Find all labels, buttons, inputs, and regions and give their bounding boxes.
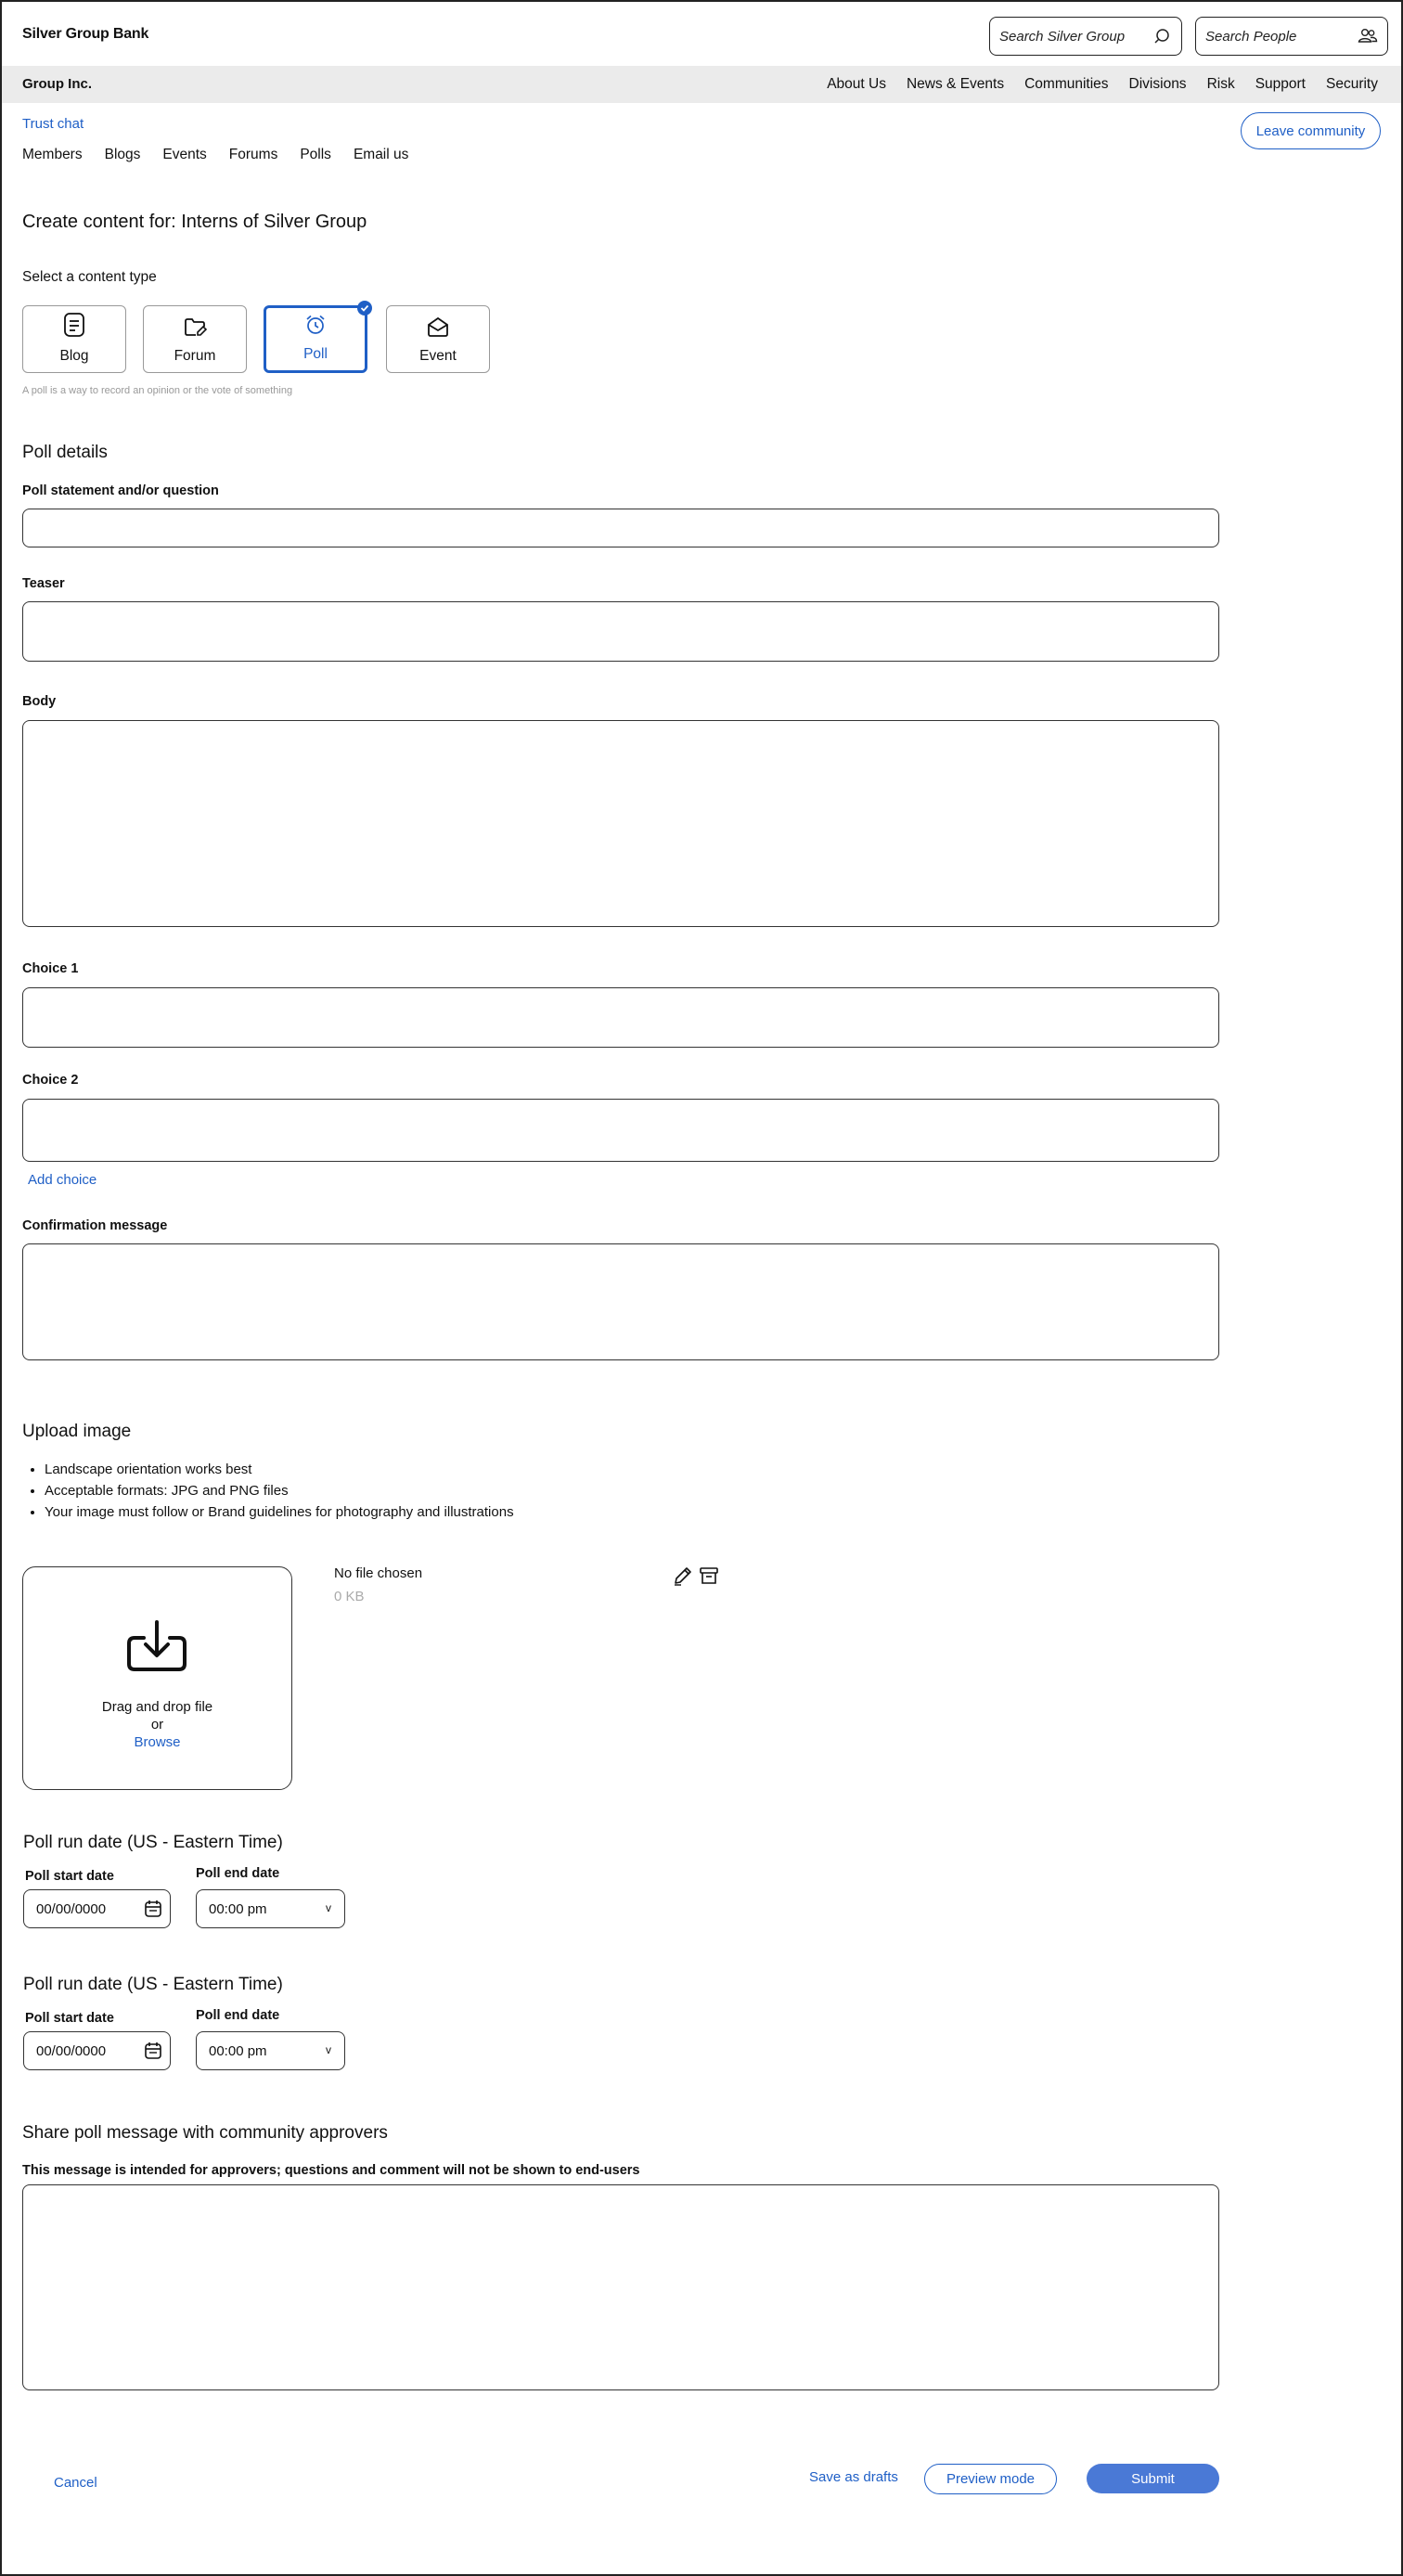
content-type-forum-label: Forum [174,348,216,364]
nav-links [806,76,1378,93]
subnav-members[interactable]: Members [22,147,83,162]
upload-image-title: Upload image [22,1422,132,1441]
image-dropzone[interactable] [22,1566,292,1790]
main-navbar [2,66,1401,103]
content-type-blog[interactable] [22,305,126,373]
brand-logo[interactable]: Silver Group Bank [22,26,149,42]
content-type-forum[interactable] [143,305,247,373]
poll-start-date-label: Poll start date [25,1869,114,1884]
content-type-poll[interactable] [264,305,367,373]
add-choice-link[interactable]: Add choice [28,1172,97,1188]
guideline-item: • Landscape orientation works best [45,1459,514,1480]
nav-security[interactable]: Security [1326,76,1378,92]
poll-end-date-label: Poll end date [196,2008,280,2023]
start-date-value: 00/00/0000 [36,1900,107,1917]
poll-run-date-title: Poll run date (US - Eastern Time) [23,1975,283,1994]
poll-end-date-label: Poll end date [196,1866,280,1881]
confirmation-message-textarea[interactable] [22,1243,1219,1360]
start-date-value: 00/00/0000 [36,2042,107,2059]
page-title: Create content for: Interns of Silver Group [22,212,367,232]
subnav-email-us[interactable]: Email us [353,147,409,162]
nav-about-us[interactable]: About Us [827,76,886,92]
content-type-blog-label: Blog [59,348,89,364]
share-approvers-title: Share poll message with community approvers [22,2123,388,2143]
end-time-value: 00:00 pm [209,1900,267,1917]
file-name: No file chosen [334,1565,423,1581]
poll-start-date-input[interactable] [23,2031,171,2070]
file-size: 0 KB [334,1589,365,1604]
nav-communities[interactable]: Communities [1024,76,1109,92]
alarm-clock-icon [304,314,327,341]
content-type-event-label: Event [419,348,457,364]
poll-start-date-input[interactable] [23,1889,171,1928]
submit-button[interactable]: Submit [1087,2464,1219,2493]
choice-2-input[interactable] [22,1099,1219,1162]
poll-details-title: Poll details [22,443,108,462]
leave-community-button[interactable]: Leave community [1241,112,1381,149]
subnav-polls[interactable]: Polls [300,147,331,162]
guideline-item: • Acceptable formats: JPG and PNG files [45,1480,514,1501]
preview-mode-button[interactable]: Preview mode [924,2464,1057,2494]
confirmation-message-label: Confirmation message [22,1218,168,1233]
dropzone-or-text: or [150,1717,164,1732]
chevron-down-icon: v [326,1901,331,1914]
content-type-poll-label: Poll [303,346,328,362]
save-drafts-button[interactable]: Save as drafts [809,2469,898,2485]
calendar-icon[interactable] [144,1900,162,1922]
teaser-input[interactable] [22,601,1219,662]
guideline-item: • Your image must follow or Brand guidelines for photography and illustrations [45,1501,514,1523]
people-search-input[interactable] [1195,17,1388,56]
upload-guidelines-list [32,1459,514,1523]
download-tray-icon [125,1619,188,1678]
folder-edit-icon [183,316,207,342]
choice-1-label: Choice 1 [22,961,79,976]
browse-link[interactable]: Browse [134,1734,181,1750]
subnav-events[interactable]: Events [162,147,207,162]
poll-run-date-title: Poll run date (US - Eastern Time) [23,1833,283,1852]
nav-news-events[interactable]: News & Events [906,76,1005,92]
content-type-event[interactable] [386,305,490,373]
share-approvers-note: This message is intended for approvers; questions and comment will not be shown to end-users [22,2163,640,2178]
poll-statement-label: Poll statement and/or question [22,483,219,498]
cancel-button[interactable]: Cancel [54,2475,97,2491]
envelope-open-icon [426,316,450,342]
approver-message-textarea[interactable] [22,2184,1219,2390]
search-icon[interactable] [1152,26,1172,46]
nav-divisions[interactable]: Divisions [1128,76,1187,92]
site-search-placeholder: Search Silver Group [999,28,1126,45]
document-icon [62,312,86,342]
poll-end-time-select[interactable] [196,2031,345,2070]
poll-statement-input[interactable] [22,509,1219,547]
choice-1-input[interactable] [22,987,1219,1048]
body-label: Body [22,694,57,709]
calendar-icon[interactable] [144,2041,162,2064]
pencil-icon[interactable] [673,1565,693,1586]
subnav-blogs[interactable]: Blogs [104,147,141,162]
archive-icon[interactable] [699,1565,719,1586]
teaser-label: Teaser [22,576,65,591]
content-type-label: Select a content type [22,269,157,285]
trust-chat-link[interactable]: Trust chat [22,116,84,132]
people-icon[interactable] [1358,26,1378,46]
chevron-down-icon: v [326,2043,331,2056]
body-textarea[interactable] [22,720,1219,927]
end-time-value: 00:00 pm [209,2042,267,2059]
people-search-placeholder: Search People [1205,28,1297,45]
nav-support[interactable]: Support [1255,76,1306,92]
poll-start-date-label: Poll start date [25,2011,114,2026]
group-name: Group Inc. [22,76,92,92]
content-type-hint: A poll is a way to record an opinion or the vote of something [22,385,293,396]
site-search-input[interactable] [989,17,1182,56]
community-subnav [22,147,431,163]
subnav-forums[interactable]: Forums [228,147,278,162]
poll-end-time-select[interactable] [196,1889,345,1928]
selected-check-icon [357,301,372,316]
dropzone-drag-text: Drag and drop file [101,1699,213,1715]
nav-risk[interactable]: Risk [1206,76,1235,92]
choice-2-label: Choice 2 [22,1073,79,1088]
